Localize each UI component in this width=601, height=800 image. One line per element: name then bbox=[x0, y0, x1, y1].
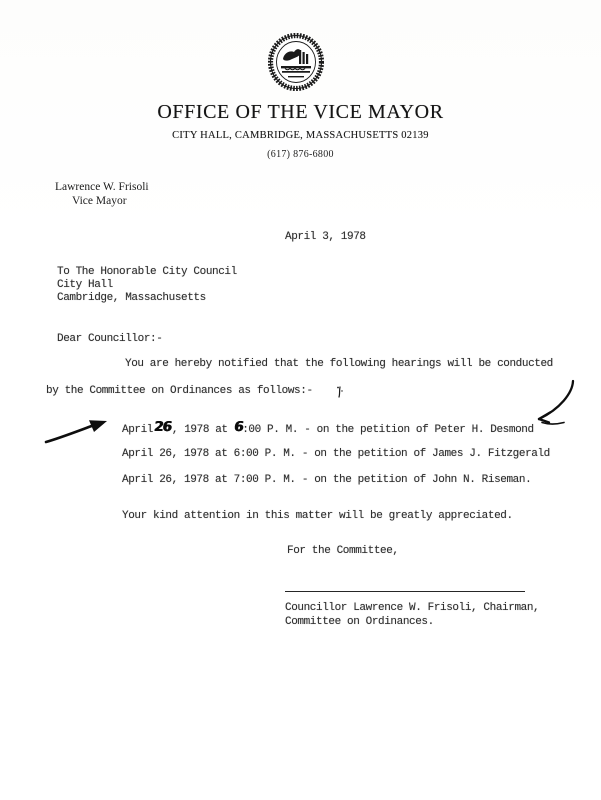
signature-org: Committee on Ordinances. bbox=[285, 616, 434, 628]
stray-ink-mark bbox=[334, 384, 346, 400]
letterhead-phone: (617) 876-6800 bbox=[267, 149, 334, 160]
recipient-line: To The Honorable City Council bbox=[57, 266, 237, 278]
official-name: Lawrence W. Frisoli bbox=[55, 181, 149, 193]
recipient-line: City Hall bbox=[57, 279, 113, 291]
signature-line bbox=[285, 591, 525, 592]
sign-off: For the Committee, bbox=[287, 545, 399, 557]
hand-arrow-left-icon bbox=[44, 416, 110, 446]
signature-name: Councillor Lawrence W. Frisoli, Chairman, bbox=[285, 602, 540, 614]
official-title: Vice Mayor bbox=[72, 195, 127, 207]
body-line-2: by the Committee on Ordinances as follows:- bbox=[46, 385, 313, 397]
salutation: Dear Councillor:- bbox=[57, 333, 163, 345]
hearing-date-prefix: April bbox=[122, 424, 154, 436]
city-seal-icon bbox=[268, 33, 324, 91]
hearing-line-1 bbox=[122, 419, 534, 436]
hearing-mid: , 1978 at bbox=[171, 424, 234, 436]
handwritten-day: 26 bbox=[153, 419, 172, 435]
hand-arrow-right-icon bbox=[528, 376, 582, 428]
date-line: April 3, 1978 bbox=[285, 231, 366, 243]
closing-line: Your kind attention in this matter will be greatly appreciated. bbox=[122, 510, 513, 522]
hearing-rest: :00 P. M. - on the petition of Peter H. Desmond bbox=[242, 424, 534, 436]
hearing-line-3: April 26, 1978 at 7:00 P. M. - on the petition of John N. Riseman. bbox=[122, 474, 532, 486]
body-line-1: You are hereby notified that the following hearings will be conducted bbox=[125, 358, 553, 370]
hearing-line-2: April 26, 1978 at 6:00 P. M. - on the petition of James J. Fitzgerald bbox=[122, 448, 550, 460]
recipient-line: Cambridge, Massachusetts bbox=[57, 292, 206, 304]
office-title: OFFICE OF THE VICE MAYOR bbox=[157, 101, 444, 123]
letterhead-address: CITY HALL, CAMBRIDGE, MASSACHUSETTS 02139 bbox=[172, 130, 429, 141]
handwritten-hour: 6 bbox=[232, 419, 244, 435]
